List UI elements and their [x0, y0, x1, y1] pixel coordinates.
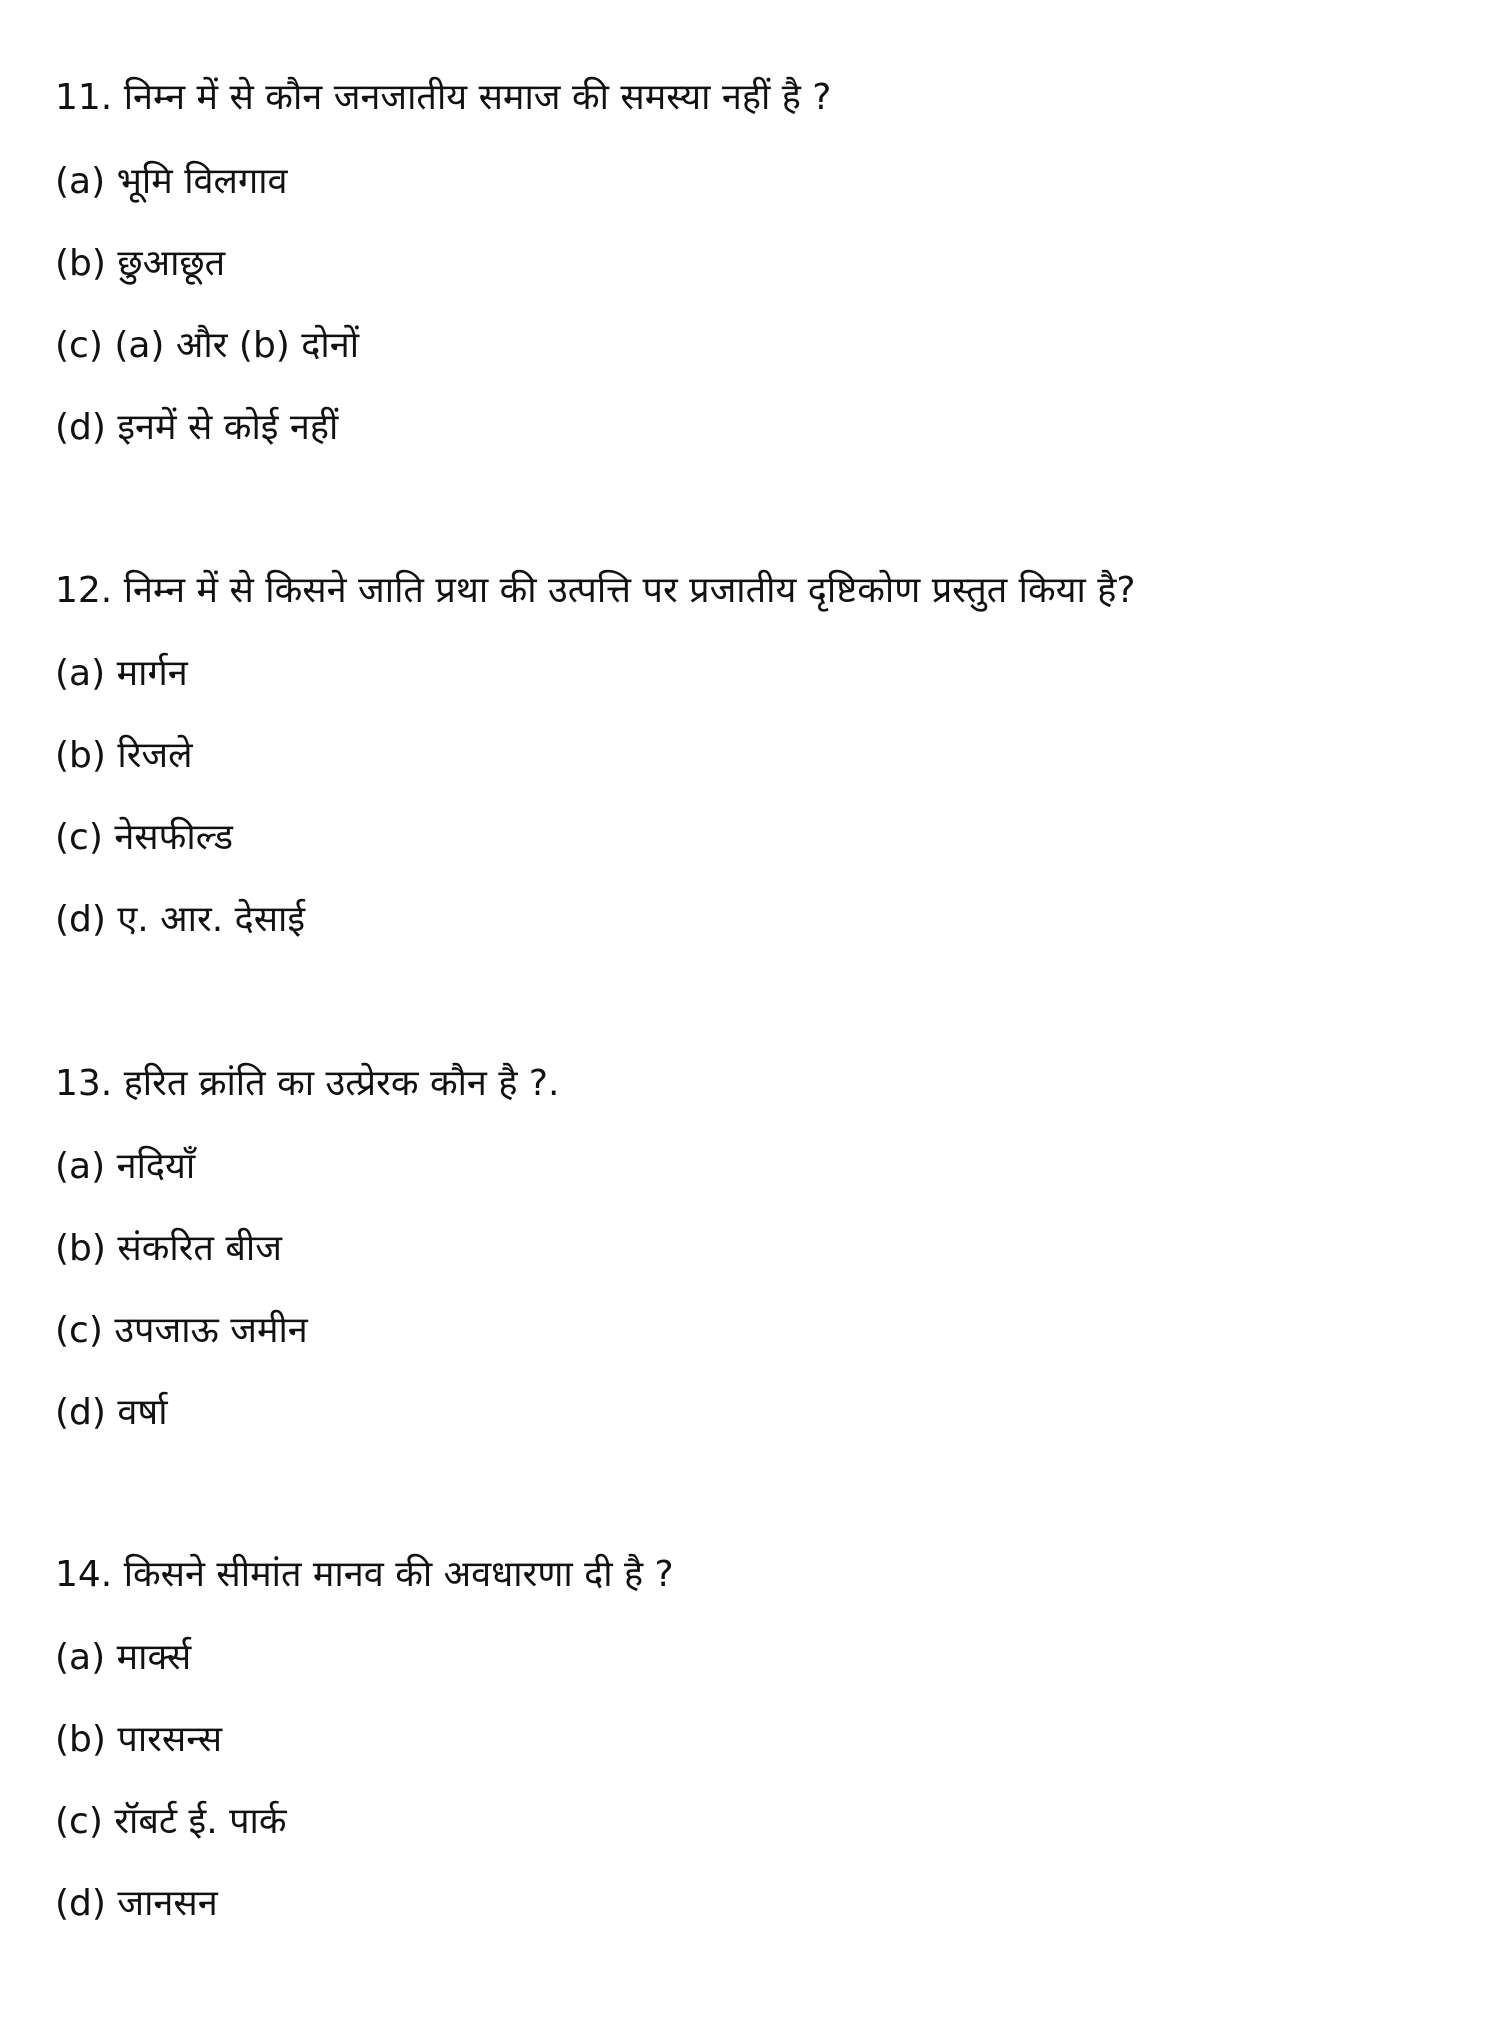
option-a: (a) मार्गन: [55, 653, 188, 694]
option-a: (a) मार्क्स: [55, 1637, 192, 1678]
option-b: (b) रिजले: [55, 735, 193, 776]
question-text: 13. हरित क्रांति का उत्प्रेरक कौन है ?.: [55, 1063, 560, 1104]
option-c: (c) उपजाऊ जमीन: [55, 1310, 308, 1351]
question-text: 11. निम्न में से कौन जनजातीय समाज की समस्या नहीं है ?: [55, 77, 832, 118]
option-b: (b) पारसन्स: [55, 1719, 223, 1760]
option-d: (d) जानसन: [55, 1883, 218, 1924]
question-text: 12. निम्न में से किसने जाति प्रथा की उत्पत्ति पर प्रजातीय दृष्टिकोण प्रस्तुत किया है?: [55, 570, 1136, 611]
option-d: (d) ए. आर. देसाई: [55, 899, 306, 940]
option-b: (b) छुआछूत: [55, 243, 226, 284]
option-b: (b) संकरित बीज: [55, 1228, 282, 1269]
option-a: (a) नदियाँ: [55, 1146, 196, 1187]
option-c: (c) रॉबर्ट ई. पार्क: [55, 1801, 287, 1842]
option-c: (c) नेसफील्ड: [55, 817, 233, 858]
option-d: (d) वर्षा: [55, 1392, 168, 1433]
question-text: 14. किसने सीमांत मानव की अवधारणा दी है ?: [55, 1554, 674, 1595]
option-d: (d) इनमें से कोई नहीं: [55, 407, 339, 448]
option-a: (a) भूमि विलगाव: [55, 161, 288, 202]
option-c: (c) (a) और (b) दोनों: [55, 325, 360, 366]
